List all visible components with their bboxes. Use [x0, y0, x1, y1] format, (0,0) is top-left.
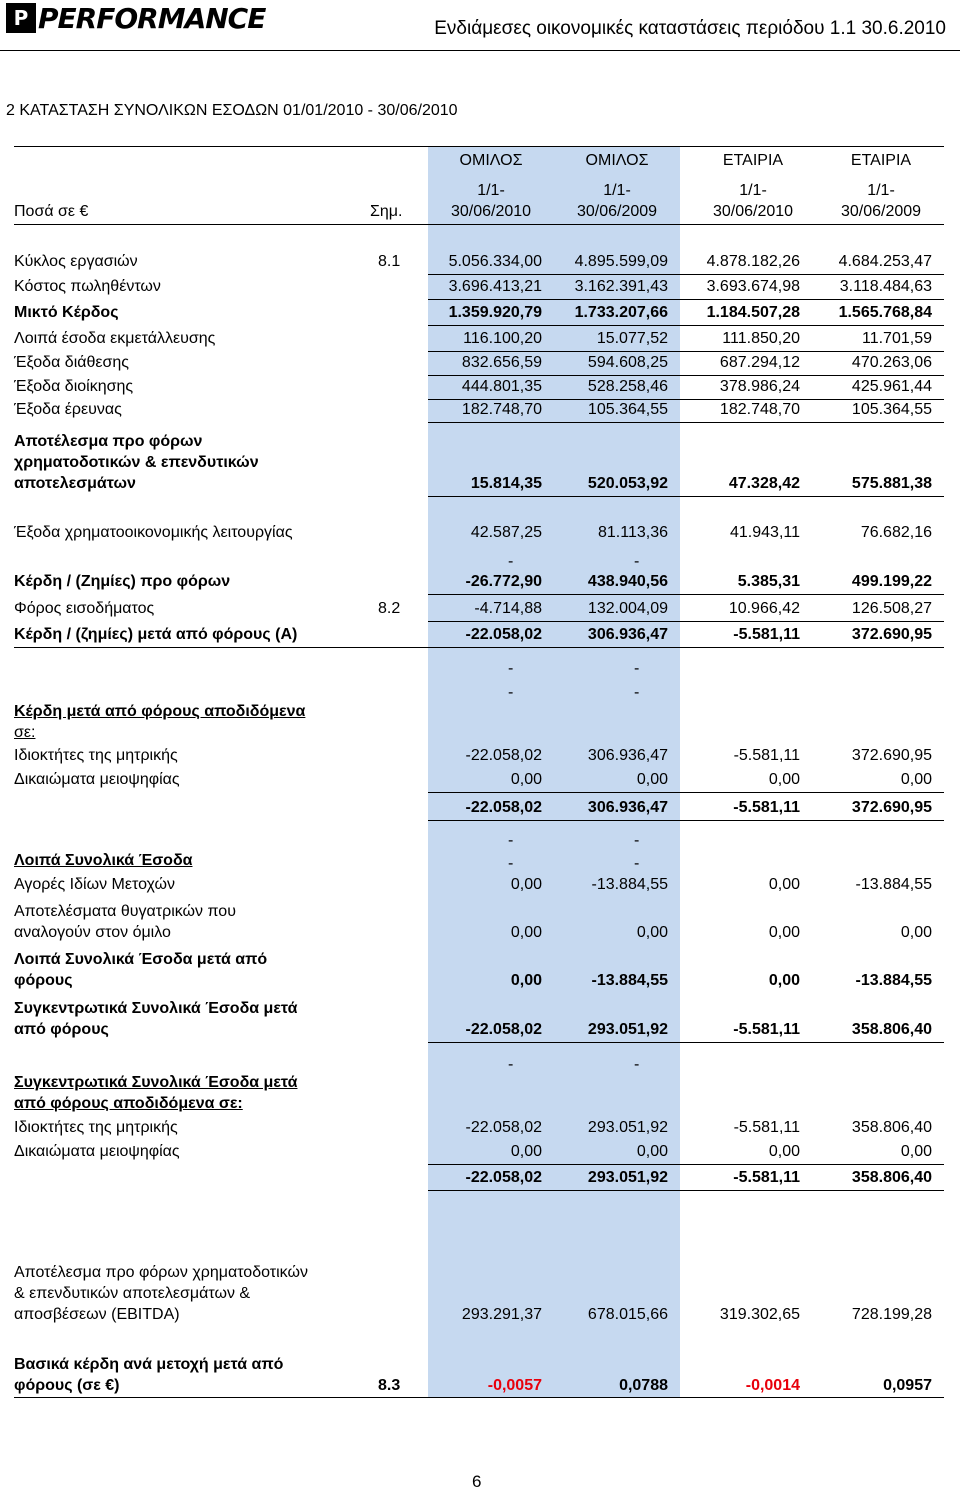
- row-label-ebit-line2: χρηματοδοτικών & επενδυτικών: [14, 454, 259, 471]
- value-cell: -22.058,02: [465, 1169, 542, 1186]
- value-cell: 4.878.182,26: [706, 253, 800, 270]
- value-cell: 3.162.391,43: [574, 278, 668, 295]
- value-cell: 3.696.413,21: [448, 278, 542, 295]
- value-cell: -22.058,02: [465, 747, 542, 764]
- value-cell: 0,00: [636, 771, 668, 788]
- value-cell: 3.118.484,63: [839, 278, 932, 295]
- row-label-income-tax: Φόρος εισοδήματος: [14, 600, 155, 617]
- row-label-research-expenses: Έξοδα έρευνας: [14, 401, 122, 418]
- row-rule: [428, 274, 944, 275]
- value-cell: 0,00: [768, 972, 800, 989]
- value-cell: 5.056.334,00: [448, 253, 542, 270]
- row-label-minority-interest: Δικαιώματα μειοψηφίας: [14, 771, 180, 788]
- value-cell: 132.004,09: [587, 600, 668, 617]
- table-top-rule: [14, 146, 944, 147]
- value-cell: -5.581,11: [733, 1119, 800, 1136]
- value-cell: 0,00: [510, 876, 542, 893]
- value-cell: 293.051,92: [587, 1169, 668, 1186]
- col4-period-end: 30/06/2009: [840, 203, 922, 220]
- value-cell: 0,00: [636, 1143, 668, 1160]
- row-label-tci-attributable-line2: από φόρους αποδιδόμενα σε:: [14, 1095, 243, 1112]
- value-cell: 47.328,42: [728, 475, 800, 492]
- value-cell: 182.748,70: [719, 401, 800, 418]
- dash-mark: -: [634, 684, 640, 701]
- value-cell: 306.936,47: [587, 626, 668, 643]
- col3-period-start: 1/1-: [739, 182, 767, 199]
- row-rule: [428, 792, 944, 793]
- row-label-treasury-shares: Αγορές Ιδίων Μετοχών: [14, 876, 175, 893]
- value-cell: 105.364,55: [587, 401, 668, 418]
- row-label-eps-line1: Βασικά κέρδη ανά μετοχή μετά από: [14, 1356, 284, 1373]
- row-label-owners-of-parent: Ιδιοκτήτες της μητρικής: [14, 1119, 178, 1136]
- value-cell: -13.884,55: [591, 972, 668, 989]
- row-rule: [428, 621, 944, 622]
- row-rule: [428, 422, 944, 423]
- value-cell: 0,00: [510, 1143, 542, 1160]
- row-rule: [428, 820, 944, 821]
- value-cell: -13.884,55: [855, 972, 932, 989]
- row-rule: [14, 647, 944, 648]
- value-cell: 111.850,20: [722, 330, 800, 347]
- value-cell: 182.748,70: [461, 401, 542, 418]
- amounts-label: Ποσά σε €: [14, 203, 89, 220]
- value-cell: 1.733.207,66: [574, 304, 668, 321]
- row-note: 8.3: [378, 1377, 401, 1394]
- value-cell: 0,00: [636, 924, 668, 941]
- value-cell: 528.258,46: [587, 378, 668, 395]
- value-cell: 372.690,95: [851, 747, 932, 764]
- row-rule: [428, 375, 944, 376]
- row-label-ebit-line1: Αποτέλεσμα προ φόρων: [14, 433, 203, 450]
- logo-mark-icon: P: [6, 3, 36, 33]
- value-cell: 425.961,44: [851, 378, 932, 395]
- logo-text: PERFORMANCE: [38, 1, 266, 35]
- value-cell: 319.302,65: [719, 1306, 800, 1323]
- value-cell: 41.943,11: [730, 524, 800, 541]
- row-rule: [428, 1190, 944, 1191]
- value-cell: 293.291,37: [461, 1306, 542, 1323]
- table-bottom-rule: [14, 1397, 944, 1398]
- row-label-total-comprehensive-line1: Συγκεντρωτικά Συνολικά Έσοδα μετά: [14, 1000, 298, 1017]
- value-cell-negative: -0,0057: [487, 1377, 542, 1394]
- value-cell: -5.581,11: [733, 799, 800, 816]
- value-cell: 0,0957: [883, 1377, 932, 1394]
- value-cell: -22.058,02: [465, 1119, 542, 1136]
- value-cell: 358.806,40: [851, 1021, 932, 1038]
- value-cell: 1.184.507,28: [706, 304, 800, 321]
- value-cell: 15.814,35: [470, 475, 542, 492]
- value-cell: 358.806,40: [851, 1119, 932, 1136]
- value-cell: -5.581,11: [733, 747, 800, 764]
- value-cell: 0,0788: [619, 1377, 668, 1394]
- row-label-other-operating-income: Λοιπά έσοδα εκμετάλλευσης: [14, 330, 216, 347]
- row-rule: [428, 299, 944, 300]
- col2-period-end: 30/06/2009: [576, 203, 658, 220]
- value-cell: 4.684.253,47: [838, 253, 932, 270]
- dash-mark: -: [508, 660, 514, 677]
- col1-period-start: 1/1-: [477, 182, 505, 199]
- value-cell: 0,00: [510, 972, 542, 989]
- header-divider: [0, 50, 960, 51]
- row-label-finance-costs: Έξοδα χρηματοοικονομικής λειτουργίας: [14, 524, 293, 541]
- col1-group: ΟΜΙΛΟΣ: [459, 152, 523, 169]
- value-cell: 372.690,95: [851, 799, 932, 816]
- value-cell: 444.801,35: [461, 378, 542, 395]
- row-rule: [428, 594, 944, 595]
- row-label-subsidiaries-line1: Αποτελέσματα θυγατρικών που: [14, 903, 236, 920]
- value-cell: 42.587,25: [470, 524, 542, 541]
- row-label-other-comprehensive-income: Λοιπά Συνολικά Έσοδα: [14, 852, 193, 869]
- value-cell: 1.565.768,84: [838, 304, 932, 321]
- value-cell: 358.806,40: [851, 1169, 932, 1186]
- company-logo: [6, 2, 265, 34]
- row-label-profit-after-tax: Κέρδη / (ζημίες) μετά από φόρους (Α): [14, 626, 298, 643]
- row-rule: [428, 1042, 944, 1043]
- value-cell: -4.714,88: [474, 600, 542, 617]
- page-number: 6: [472, 1472, 482, 1491]
- value-cell: 81.113,36: [598, 524, 668, 541]
- row-label-ebit-line3: αποτελεσμάτων: [14, 475, 136, 492]
- row-label-tci-attributable-line1: Συγκεντρωτικά Συνολικά Έσοδα μετά: [14, 1074, 298, 1091]
- value-cell: 0,00: [510, 771, 542, 788]
- value-cell: 306.936,47: [587, 799, 668, 816]
- col2-period-start: 1/1-: [603, 182, 631, 199]
- value-cell: 0,00: [900, 924, 932, 941]
- dash-mark: -: [634, 553, 640, 570]
- value-cell: 5.385,31: [737, 573, 800, 590]
- col2-group: ΟΜΙΛΟΣ: [585, 152, 649, 169]
- row-label-ebitda-line1: Αποτέλεσμα προ φόρων χρηματοδοτικών: [14, 1264, 308, 1281]
- row-rule: [428, 351, 944, 352]
- value-cell: 10.966,42: [728, 600, 800, 617]
- value-cell: -13.884,55: [855, 876, 932, 893]
- value-cell: -5.581,11: [733, 626, 800, 643]
- value-cell: 11.701,59: [862, 330, 932, 347]
- value-cell: 126.508,27: [851, 600, 932, 617]
- row-label-attributable-line1: Κέρδη μετά από φόρους αποδιδόμενα: [14, 703, 306, 720]
- value-cell: 378.986,24: [719, 378, 800, 395]
- value-cell: 594.608,25: [587, 354, 668, 371]
- col4-group: ΕΤΑΙΡΙΑ: [850, 152, 912, 169]
- row-label-total-comprehensive-line2: από φόρους: [14, 1021, 109, 1038]
- dash-mark: -: [634, 1056, 640, 1073]
- value-cell: 0,00: [510, 924, 542, 941]
- row-label-minority-interest: Δικαιώματα μειοψηφίας: [14, 1143, 180, 1160]
- value-cell: -26.772,90: [465, 573, 542, 590]
- row-label-selling-expenses: Έξοδα διάθεσης: [14, 354, 130, 371]
- value-cell: 293.051,92: [587, 1119, 668, 1136]
- value-cell: 575.881,38: [851, 475, 932, 492]
- col1-period-end: 30/06/2010: [450, 203, 532, 220]
- dash-mark: -: [634, 855, 640, 872]
- row-label-eps-line2: φόρους (σε €): [14, 1377, 120, 1394]
- dash-mark: -: [508, 1056, 514, 1073]
- value-cell: 499.199,22: [851, 573, 932, 590]
- dash-mark: -: [634, 832, 640, 849]
- value-cell: -5.581,11: [733, 1169, 800, 1186]
- value-cell: -22.058,02: [465, 799, 542, 816]
- row-label-profit-before-tax: Κέρδη / (Ζημίες) προ φόρων: [14, 573, 231, 590]
- value-cell: 293.051,92: [587, 1021, 668, 1038]
- note-header: Σημ.: [370, 203, 403, 220]
- row-label-gross-profit: Μικτό Κέρδος: [14, 304, 119, 321]
- document-header-title: Ενδιάμεσες οικονομικές καταστάσεις περιόδου 1.1 30.6.2010: [434, 18, 946, 39]
- row-note: 8.2: [378, 600, 401, 617]
- value-cell: 0,00: [900, 771, 932, 788]
- value-cell: 3.693.674,98: [706, 278, 800, 295]
- value-cell: -5.581,11: [733, 1021, 800, 1038]
- row-rule: [428, 399, 944, 400]
- value-cell: 76.682,16: [860, 524, 932, 541]
- value-cell-negative: -0,0014: [745, 1377, 800, 1394]
- col3-group: ΕΤΑΙΡΙΑ: [722, 152, 784, 169]
- value-cell: 728.199,28: [851, 1306, 932, 1323]
- value-cell: 687.294,12: [719, 354, 800, 371]
- header-bottom-rule: [14, 224, 944, 225]
- dash-mark: -: [634, 660, 640, 677]
- col3-period-end: 30/06/2010: [712, 203, 794, 220]
- value-cell: 0,00: [768, 1143, 800, 1160]
- value-cell: 4.895.599,09: [574, 253, 668, 270]
- dash-mark: -: [508, 684, 514, 701]
- row-label-ebitda-line3: αποσβέσεων (EBITDA): [14, 1306, 180, 1323]
- row-label-attributable-line2: σε:: [14, 724, 36, 741]
- value-cell: 0,00: [900, 1143, 932, 1160]
- value-cell: -22.058,02: [465, 626, 542, 643]
- value-cell: 116.100,20: [463, 330, 542, 347]
- value-cell: 470.263,06: [851, 354, 932, 371]
- value-cell: 372.690,95: [851, 626, 932, 643]
- dash-mark: -: [508, 855, 514, 872]
- value-cell: 520.053,92: [587, 475, 668, 492]
- value-cell: -22.058,02: [465, 1021, 542, 1038]
- row-label-subsidiaries-line2: αναλογούν στον όμιλο: [14, 924, 171, 941]
- row-label-oci-after-tax-line1: Λοιπά Συνολικά Έσοδα μετά από: [14, 951, 268, 968]
- row-rule: [428, 325, 944, 326]
- row-label-owners-of-parent: Ιδιοκτήτες της μητρικής: [14, 747, 178, 764]
- row-label-oci-after-tax-line2: φόρους: [14, 972, 73, 989]
- value-cell: 438.940,56: [587, 573, 668, 590]
- row-label-revenue: Κύκλος εργασιών: [14, 253, 138, 270]
- section-title: 2 ΚΑΤΑΣΤΑΣΗ ΣΥΝΟΛΙΚΩΝ ΕΣΟΔΩΝ 01/01/2010 - 30/06/2010: [6, 102, 458, 119]
- value-cell: 0,00: [768, 876, 800, 893]
- dash-mark: -: [508, 553, 514, 570]
- value-cell: 0,00: [768, 771, 800, 788]
- col4-period-start: 1/1-: [867, 182, 895, 199]
- value-cell: 1.359.920,79: [448, 304, 542, 321]
- row-note: 8.1: [378, 253, 401, 270]
- row-label-admin-expenses: Έξοδα διοίκησης: [14, 378, 134, 395]
- value-cell: 832.656,59: [461, 354, 542, 371]
- value-cell: 105.364,55: [851, 401, 932, 418]
- row-label-cost-of-sales: Κόστος πωληθέντων: [14, 278, 161, 295]
- value-cell: 306.936,47: [587, 747, 668, 764]
- value-cell: 15.077,52: [596, 330, 668, 347]
- value-cell: 0,00: [768, 924, 800, 941]
- row-rule: [428, 1164, 944, 1165]
- value-cell: 678.015,66: [587, 1306, 668, 1323]
- value-cell: -13.884,55: [591, 876, 668, 893]
- row-rule: [428, 496, 944, 497]
- row-label-ebitda-line2: & επενδυτικών αποτελεσμάτων &: [14, 1285, 251, 1302]
- dash-mark: -: [508, 832, 514, 849]
